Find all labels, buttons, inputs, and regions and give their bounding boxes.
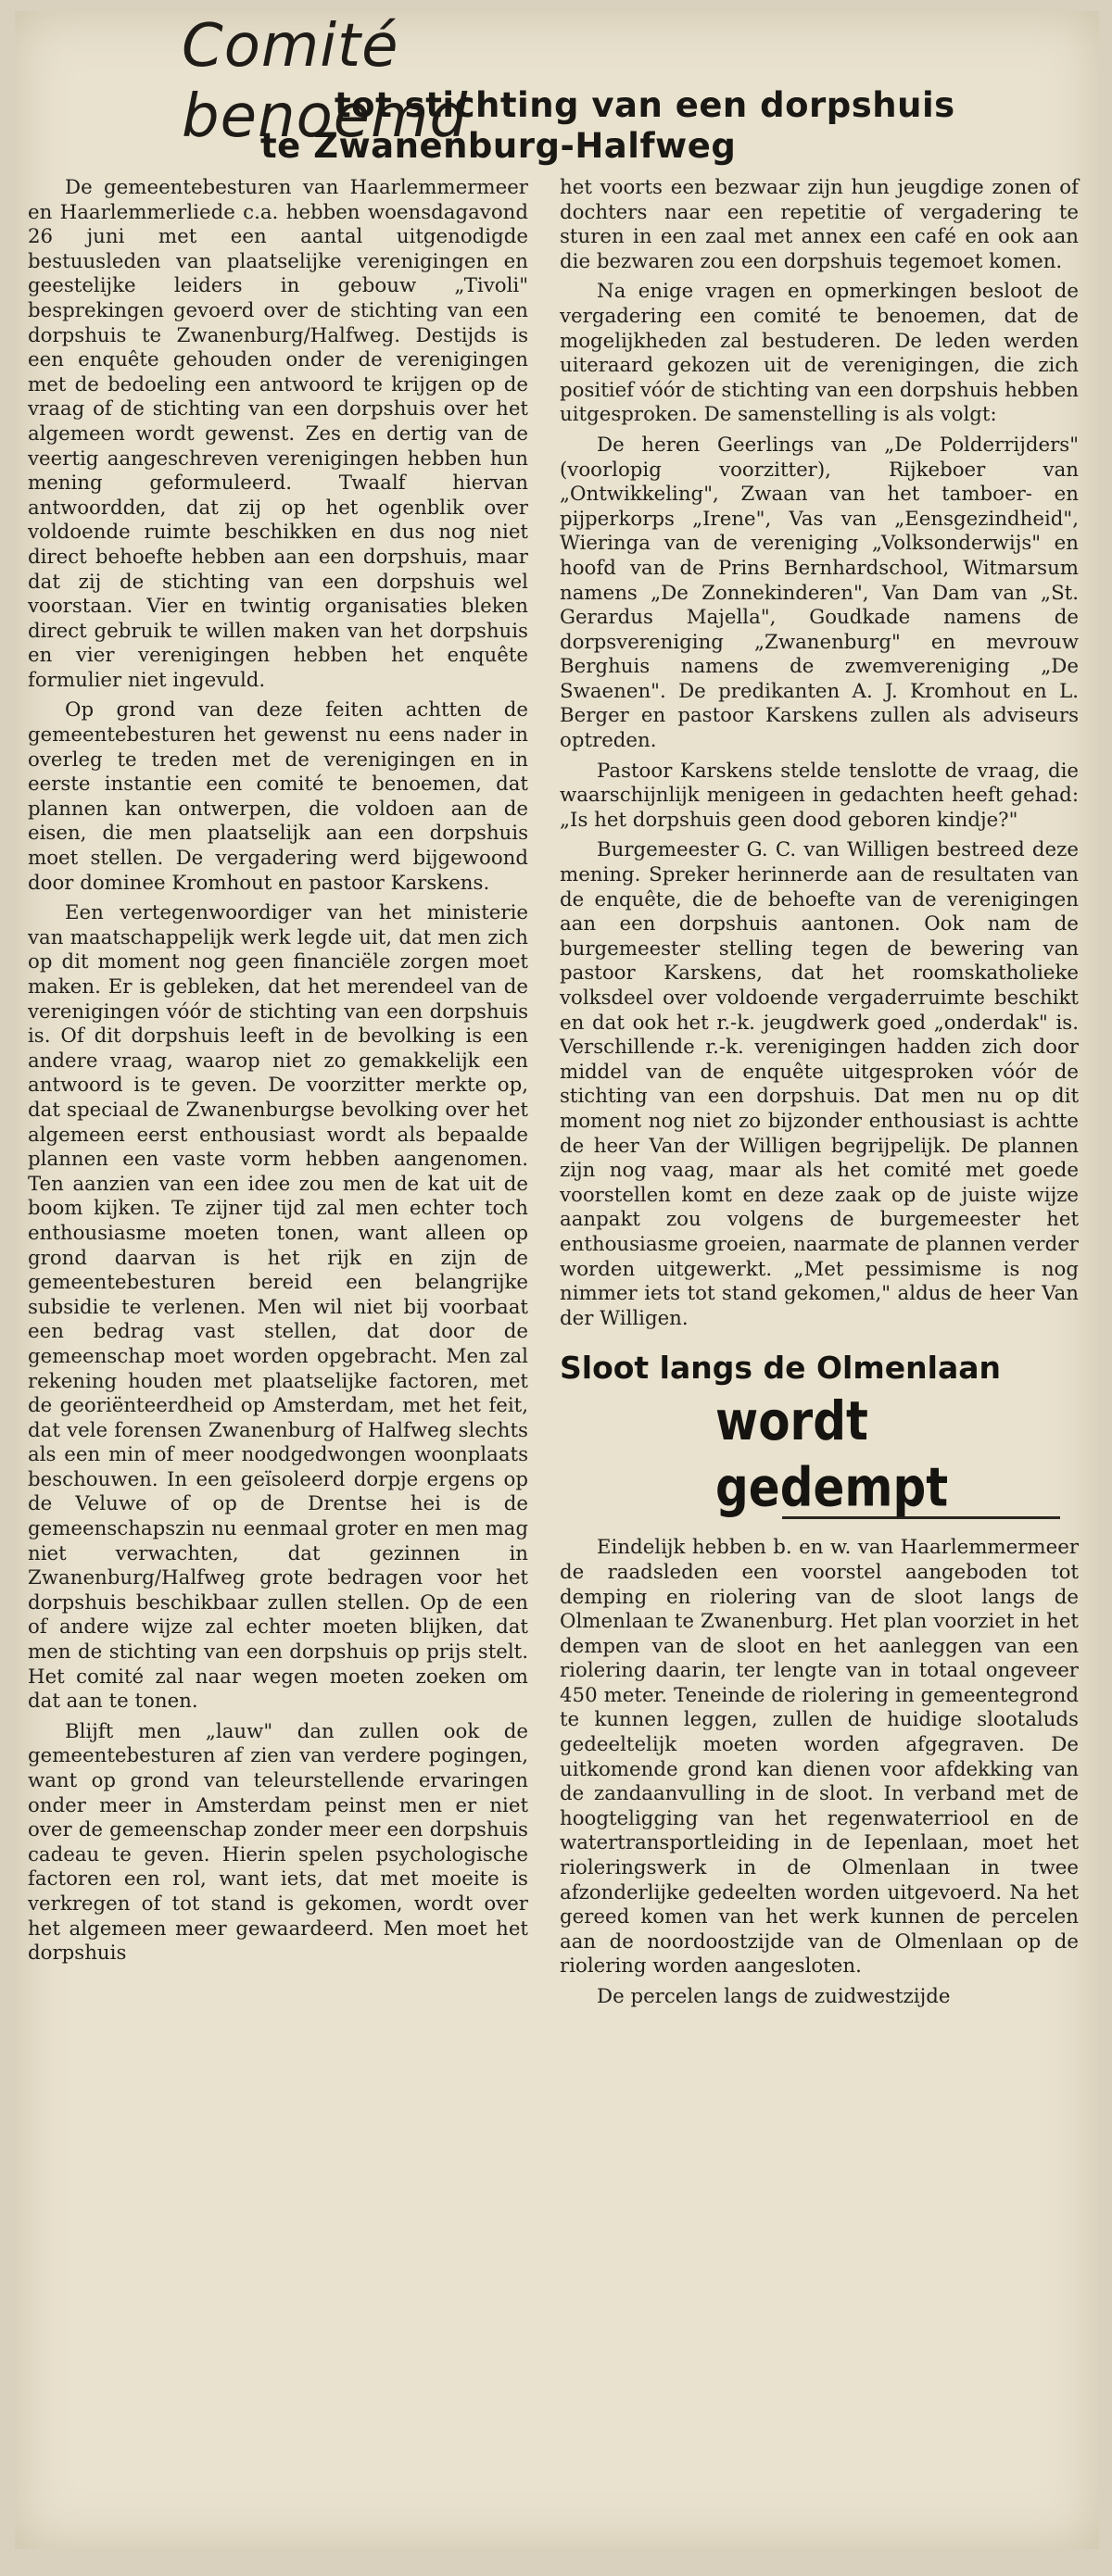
paragraph: De gemeentebesturen van Haarlemmermeer en Haarlemmerliede c.a. hebben woensdagavond 26 juni met een aantal uitgenodigde bestuusleden van plaatselijke verenigingen en geestelijke leiders in gebouw „Tivoli" besprekingen gevoerd over de stichting van een dorpshuis te Zwanenburg/Halfweg. Destijds is een enquête gehouden onder de verenigingen met de bedoeling een antwoord te krijgen op de vraag of de stichting van een dorpshuis over het algemeen wordt gewenst. Zes en dertig van de veertig aangeschreven verenigingen hebben hun mening geformuleerd. Twaalf hiervan antwoordden, dat zij op het ogenblik over voldoende ruimte beschikken en dus nog niet direct behoefte hebben aan een dorpshuis, maar dat zij de stichting van een dorpshuis wel voorstaan. Vier en twintig organisaties bleken direct gebruik te willen maken van het dorpshuis en vier verenigingen hebben het enquête formulier niet ingevuld.	[28, 176, 528, 692]
article-headline: Comité benoemd	[182, 12, 469, 151]
paragraph: Blijft men „lauw" dan zullen ook de gemeentebesturen af zien van verdere pogingen, want op grond van teleurstellende ervaringen onder meer in Amsterdam peinst men er niet over de gemeenschap zonder meer een dorpshuis cadeau te geven. Hierin spelen psychologische factoren een rol, want iets, dat met moeite is verkregen of tot stand is gekomen, wordt over het algemeen meer gewaardeerd. Men moet het dorpshuis	[28, 1719, 528, 1966]
subheadline-line-2: te Zwanenburg-Halfweg	[260, 126, 737, 166]
paragraph: Eindelijk hebben b. en w. van Haarlemmermeer de raadsleden een voorstel aangeboden tot demping en riolering van de sloot langs de Olmenlaan te Zwanenburg. Het plan voorziet in het dempen van de sloot en het aanleggen van een riolering daarin, ter lengte van in totaal ongeveer 450 meter. Teneinde de riolering in gemeentegrond te kunnen leggen, zullen de huidige slootaluds gedeeltelijk moeten worden afgegraven. De uitkomende grond kan dienen voor afdekking van de zandaanvulling in de sloot. In verband met de hoogteligging van het regenwaterriool en de watertransportleiding in de Iepenlaan, moet het rioleringswerk in de Olmenlaan in twee afzonderlijke gedeelten worden uitgevoerd. Na het gereed komen van het werk kunnen de percelen aan de noordoostzijde van de Olmenlaan op de riolering worden aangesloten.	[560, 1536, 1079, 1979]
paragraph: Na enige vragen en opmerkingen besloot de vergadering een comité te benoemen, dat de mogelijkheden zal bestuderen. De leden werden uiteraard gekozen uit de verenigingen, die zich positief vóór de stichting van een dorpshuis hebben uitgesproken. De samenstelling is als volgt:	[560, 280, 1079, 427]
paragraph: Burgemeester G. C. van Willigen bestreed deze mening. Spreker herinnerde aan de resultaten van de enquête, die de behoefte van de verenigingen aan een dorpshuis aantonen. Ook nam de burgemeester stelling tegen de bewering van pastoor Karskens, dat het roomskatholieke volksdeel over voldoende vergaderruimte beschikt en dat ook het r.-k. jeugdwerk goed „onderdak" is. Verschillende r.-k. verenigingen hadden zich door middel van de enquête uitgesproken vóór de stichting van een dorpshuis. Dat men nu op dit moment nog niet zo bijzonder enthousiast is achtte de heer Van der Willigen begrijpelijk. De plannen zijn nog vaag, maar als het comité met goede voorstellen komt en deze zaak op de juiste wijze aanpakt zou volgens de burgemeester het enthousiasme groeien, naarmate de plannen verder worden uitgewerkt. „Met pessimisme is nog nimmer iets tot stand gekomen," aldus de heer Van der Willigen.	[560, 838, 1079, 1330]
article-subheadline	[260, 85, 1067, 167]
paragraph: Op grond van deze feiten achtten de gemeentebesturen het gewenst nu eens nader in overleg te treden met de verenigingen en in eerste instantie een comité te benoemen, dat plannen kan ontwerpen, die voldoen aan de eisen, die men plaatselijk aan een dorpshuis moet stellen. De vergadering werd bijgewoond door dominee Kromhout en pastoor Karskens.	[28, 698, 528, 895]
paragraph: Een vertegenwoordiger van het ministerie van maatschappelijk werk legde uit, dat men zich op dit moment nog geen financiële zorgen moet maken. Er is gebleken, dat het merendeel van de verenigingen vóór de stichting van een dorpshuis is. Of dit dorpshuis leeft in de bevolking is een andere vraag, waarop niet zo gemakkelijk een antwoord is te geven. De voorzitter merkte op, dat speciaal de Zwanenburgse bevolking over het algemeen eerst enthousiast wordt als bepaalde plannen een vaste vorm hebben aangenomen. Ten aanzien van een idee zou men de kat uit de boom kijken. Te zijner tijd zal men echter toch enthousiasme moeten tonen, want alleen op grond daarvan is het rijk en zijn de gemeentebesturen bereid een belangrijke subsidie te verlenen. Men wil niet bij voorbaat een bedrag vast stellen, dat door de gemeenschap moet worden opgebracht. Men zal rekening houden met plaatselijke factoren, met de georiënteerdheid op Amsterdam, met het feit, dat vele forensen Zwanenburg of Halfweg slechts als een min of meer noodgedwongen woonplaats beschouwen. In een geïsoleerd dorpje ergens op de Veluwe of op de Drentse hei is de gemeenschapszin nu eenmaal groter en men mag niet verwachten, dat gezinnen in Zwanenburg/Halfweg grote bedragen voor het dorpshuis beschikbaar zullen stellen. Op de een of andere wijze zal echter moeten blijken, dat men de stichting van een dorpshuis op prijs stelt. Het comité zal naar wegen moeten zoeken om dat aan te tonen.	[28, 901, 528, 1714]
paragraph: De heren Geerlings van „De Polderrijders" (voorlopig voorzitter), Rijkeboer van „Ontwikkeling", Zwaan van het tamboer- en pijperkorps „Irene", Vas van „Eensgezindheid", Wieringa van de vereniging „Volksonderwijs" en hoofd van de Prins Bernhardschool, Witmarsum namens „De Zonnekinderen", Van Dam van „St. Gerardus Majella", Goudkade namens de dorpsvereniging „Zwanenburg" en mevrouw Berghuis namens de zwemvereniging „De Swaenen". De predikanten A. J. Kromhout en L. Berger en pastoor Karskens zullen als adviseurs optreden.	[560, 433, 1079, 753]
paragraph: het voorts een bezwaar zijn hun jeugdige zonen of dochters naar een repetitie of vergadering te sturen in een zaal met annex een café en ook aan die bezwaren zou een dorpshuis tegemoet komen.	[560, 176, 1079, 273]
paragraph: Pastoor Karskens stelde tenslotte de vraag, die waarschijnlijk menigeen in gedachten heeft gehad: „Is het dorpshuis geen dood geboren kindje?"	[560, 759, 1079, 832]
right-column	[560, 176, 1079, 2016]
article2-headline-line-2: wordt gedempt	[715, 1390, 949, 1519]
subheadline-line-1: tot stichting van een dorpshuis	[335, 85, 955, 125]
left-column	[28, 176, 528, 1972]
newspaper-clipping	[15, 11, 1099, 2549]
article2-headline-line-1: Sloot langs de Olmenlaan	[560, 1350, 1001, 1387]
paragraph: De percelen langs de zuidwestzijde	[597, 1985, 951, 2008]
